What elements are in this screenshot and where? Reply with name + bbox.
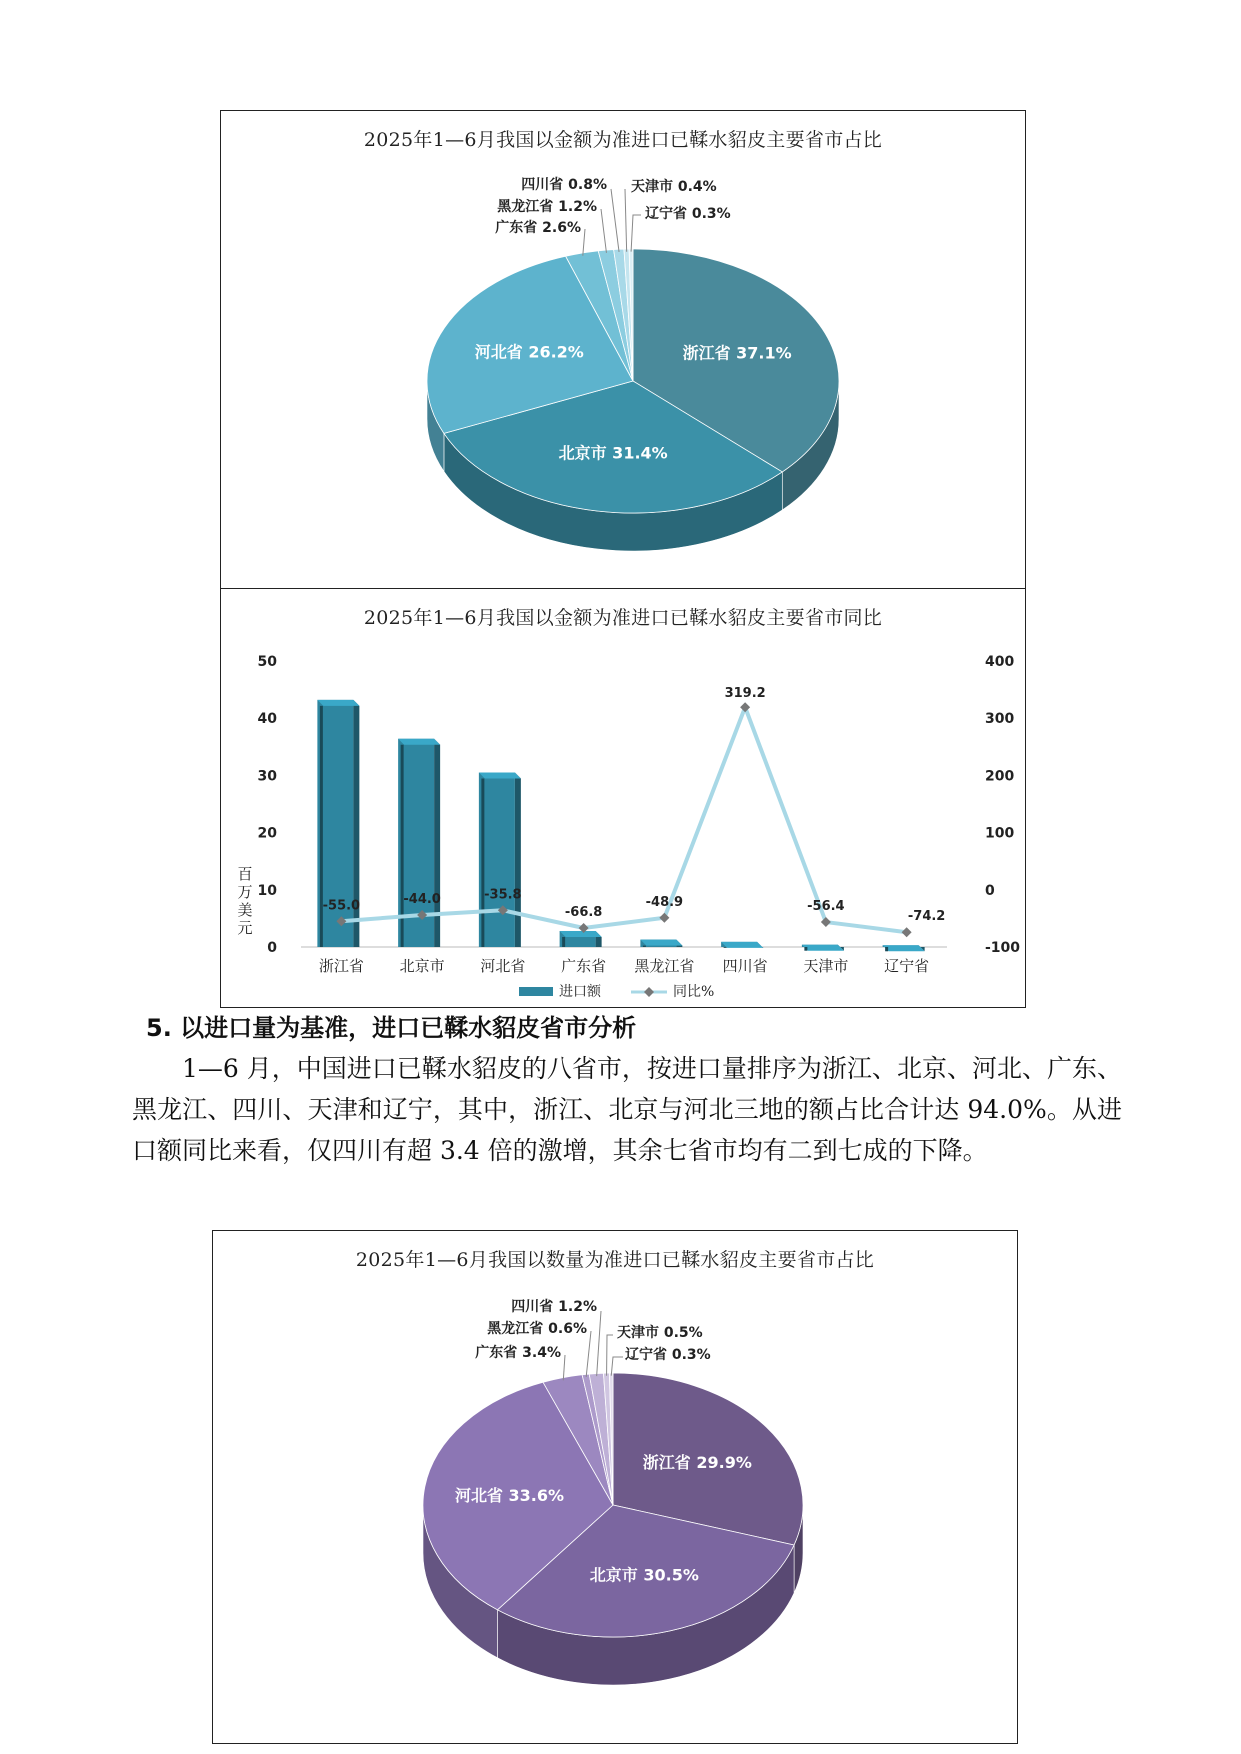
legend-bar-label: 进口额 <box>559 984 601 1000</box>
x-tick-label: 北京市 <box>399 957 445 975</box>
x-tick-label: 河北省 <box>480 957 526 975</box>
y-left-axis-label: 百 <box>237 865 253 883</box>
pie-label-0: 浙江省 37.1% <box>682 343 792 363</box>
y-left-tick: 10 <box>257 882 277 899</box>
y-left-axis-label: 元 <box>237 919 253 937</box>
legend-line-label: 同比% <box>673 984 715 1000</box>
line-marker-5 <box>740 702 750 712</box>
leader-line-3 <box>583 229 585 256</box>
combo-svg <box>221 589 1027 1009</box>
data-label-1: -44.0 <box>403 891 441 907</box>
x-tick-label: 浙江省 <box>318 957 364 975</box>
y-left-tick: 0 <box>267 940 277 956</box>
leader-line-4 <box>586 1331 591 1377</box>
pie-label-0: 浙江省 29.9% <box>642 1453 752 1473</box>
pie-label-6: 天津市 0.4% <box>631 179 717 195</box>
bar-top-6 <box>802 945 844 951</box>
section-paragraph: 1—6 月，中国进口已鞣水貂皮的八省市，按进口量排序为浙江、北京、河北、广东、黑龙江、四川、天津和辽宁，其中，浙江、北京与河北三地的额占比合计达 94.0%。从进口额同比来看，仅四川有超 3.4 倍的激增，其余七省市均有二到七成的下降。 <box>132 1054 1122 1165</box>
combo-chart-amount <box>220 588 1026 1008</box>
bar-top-0 <box>317 700 359 706</box>
y-left-tick: 30 <box>257 768 277 785</box>
chart-title: 2025年1—6月我国以金额为准进口已鞣水貂皮主要省市占比 <box>363 129 883 151</box>
data-label-2: -35.8 <box>484 887 522 903</box>
y-right-tick: 300 <box>985 711 1015 728</box>
bar-top-1 <box>398 739 440 745</box>
leader-line-5 <box>597 1311 601 1376</box>
bar-side-2 <box>515 773 521 947</box>
y-right-tick: 0 <box>985 882 995 899</box>
y-left-tick: 50 <box>257 654 277 670</box>
pie-chart-amount <box>220 110 1026 590</box>
bar-top-5 <box>721 942 763 948</box>
x-tick-label: 四川省 <box>722 957 768 975</box>
bar-top-4 <box>640 940 682 946</box>
line-marker-4 <box>659 913 669 923</box>
pie-label-3: 广东省 3.4% <box>475 1345 561 1361</box>
pie-label-4: 黑龙江省 0.6% <box>487 1321 587 1337</box>
pie-label-7: 辽宁省 0.3% <box>625 1347 711 1363</box>
y-right-tick: 400 <box>985 654 1015 670</box>
pie-amount-svg <box>221 111 1027 591</box>
leader-line-5 <box>611 189 619 252</box>
pie-label-3: 广东省 2.6% <box>495 220 581 236</box>
leader-line-7 <box>631 215 641 252</box>
y-left-tick: 20 <box>257 825 277 842</box>
y-right-tick: 200 <box>985 768 1015 785</box>
leader-line-6 <box>625 189 627 252</box>
legend-bar-swatch <box>519 987 553 996</box>
x-tick-label: 黑龙江省 <box>634 957 695 975</box>
pie-label-6: 天津市 0.5% <box>617 1325 703 1341</box>
pie-label-7: 辽宁省 0.3% <box>645 206 731 222</box>
line-marker-7 <box>902 927 912 937</box>
line-marker-6 <box>821 917 831 927</box>
data-label-3: -66.8 <box>564 905 603 921</box>
section-heading: 5. 以进口量为基准，进口已鞣水貂皮省市分析 <box>146 1014 637 1042</box>
data-label-6: -56.4 <box>807 899 845 915</box>
data-label-5: 319.2 <box>724 686 766 702</box>
bar-top-7 <box>883 945 925 951</box>
x-tick-label: 辽宁省 <box>884 957 930 975</box>
pie-label-5: 四川省 0.8% <box>521 177 607 193</box>
chart-title: 2025年1—6月我国以金额为准进口已鞣水貂皮主要省市同比 <box>363 607 883 629</box>
pie-label-5: 四川省 1.2% <box>511 1299 597 1315</box>
pie-chart-quantity <box>212 1230 1018 1744</box>
data-label-7: -74.2 <box>907 909 946 925</box>
pie-label-4: 黑龙江省 1.2% <box>497 199 597 215</box>
leader-line-3 <box>563 1355 565 1380</box>
chart-title: 2025年1—6月我国以数量为准进口已鞣水貂皮主要省市占比 <box>355 1249 875 1271</box>
pie-label-1: 北京市 31.4% <box>558 443 668 463</box>
bar-top-3 <box>560 931 602 937</box>
pie-label-1: 北京市 30.5% <box>589 1565 699 1585</box>
data-label-4: -48.9 <box>645 894 684 910</box>
pie-quantity-svg <box>213 1231 1019 1745</box>
legend-line-marker <box>644 987 654 997</box>
y-left-axis-label: 美 <box>237 901 253 919</box>
leader-line-4 <box>601 209 606 253</box>
y-right-tick: 100 <box>985 825 1015 842</box>
x-tick-label: 天津市 <box>803 957 849 975</box>
data-label-0: -55.0 <box>322 898 361 914</box>
x-tick-label: 广东省 <box>561 957 607 975</box>
y-left-axis-label: 万 <box>237 883 253 901</box>
pie-label-2: 河北省 33.6% <box>454 1485 565 1505</box>
bar-top-2 <box>479 773 521 779</box>
y-right-tick: -100 <box>985 940 1021 956</box>
y-left-tick: 40 <box>257 711 277 728</box>
pie-label-2: 河北省 26.2% <box>474 342 584 362</box>
